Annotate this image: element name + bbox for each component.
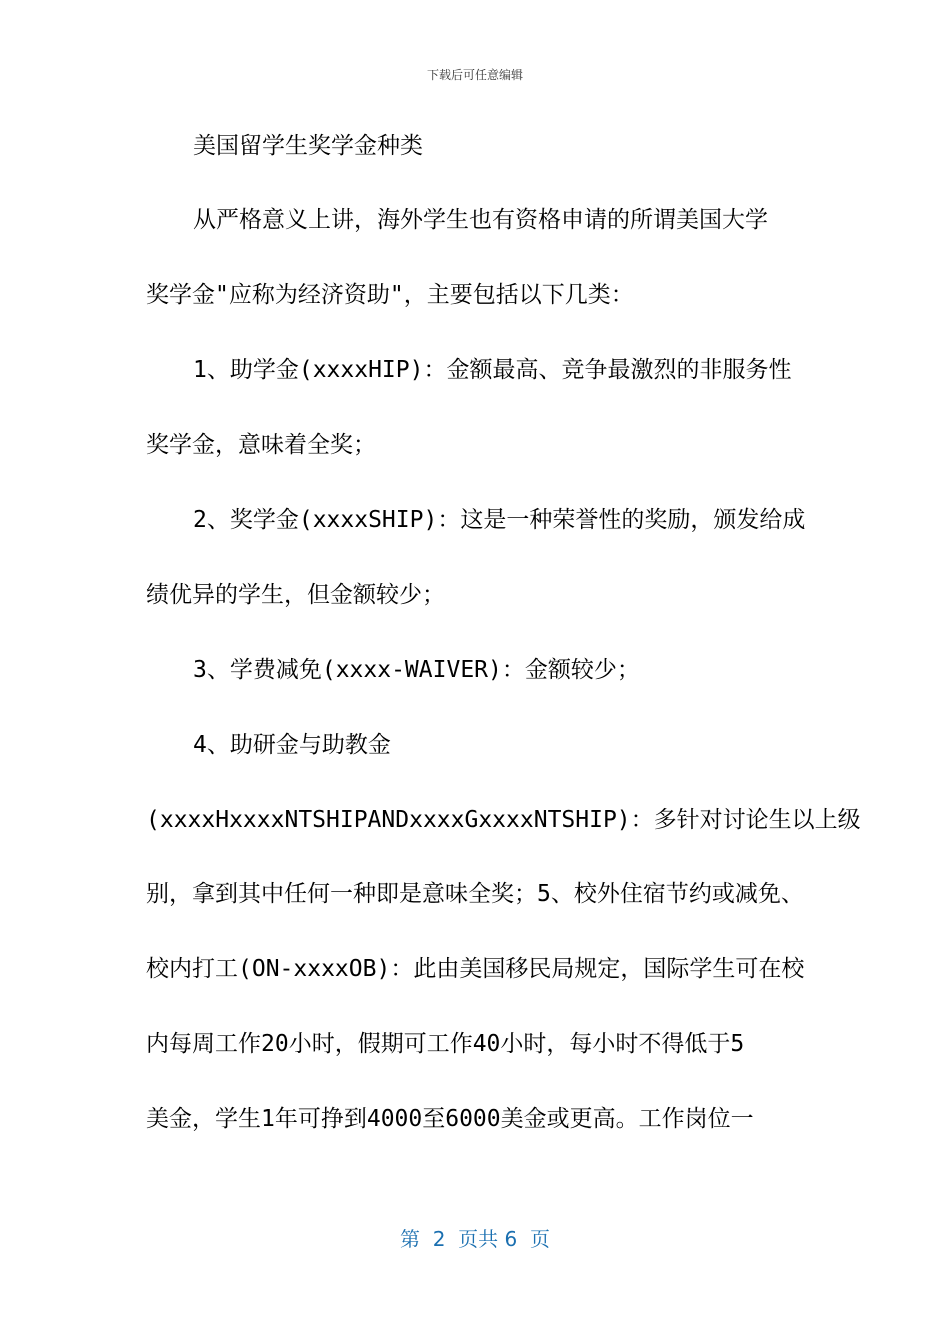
header-note: 下载后可任意编辑 <box>426 68 523 82</box>
paragraph-line: 3、学费减免(xxxx-WAIVER)：金额较少； <box>193 657 640 683</box>
paragraph-line: 2、奖学金(xxxxSHIP)：这是一种荣誉性的奖励，颁发给成 <box>193 507 806 533</box>
paragraph-line: 4、助研金与助教金 <box>193 732 391 758</box>
paragraph-line: 从严格意义上讲，海外学生也有资格申请的所谓美国大学 <box>193 207 768 233</box>
paragraph-line: 校内打工(ON-xxxxOB)：此由美国移民局规定，国际学生可在校 <box>146 956 805 982</box>
paragraph-line: 奖学金，意味着全奖； <box>146 432 376 458</box>
paragraph-line: 别，拿到其中任何一种即是意味全奖；5、校外住宿节约或减免、 <box>146 881 804 907</box>
paragraph-line: 美金，学生1年可挣到4000至6000美金或更高。工作岗位一 <box>146 1106 754 1132</box>
paragraph-line: 1、助学金(xxxxHIP)：金额最高、竞争最激烈的非服务性 <box>193 357 792 383</box>
paragraph-line: 奖学金"应称为经济资助"，主要包括以下几类： <box>146 282 634 308</box>
page-number-footer: 第 2 页共 6 页 <box>400 1227 550 1251</box>
paragraph-line: (xxxxHxxxxNTSHIPANDxxxxGxxxxNTSHIP)：多针对讨论生以上级 <box>146 807 861 833</box>
paragraph-line: 内每周工作20小时，假期可工作40小时，每小时不得低于5 <box>146 1031 745 1057</box>
document-title: 美国留学生奖学金种类 <box>193 133 423 159</box>
paragraph-line: 绩优异的学生，但金额较少； <box>146 582 445 608</box>
